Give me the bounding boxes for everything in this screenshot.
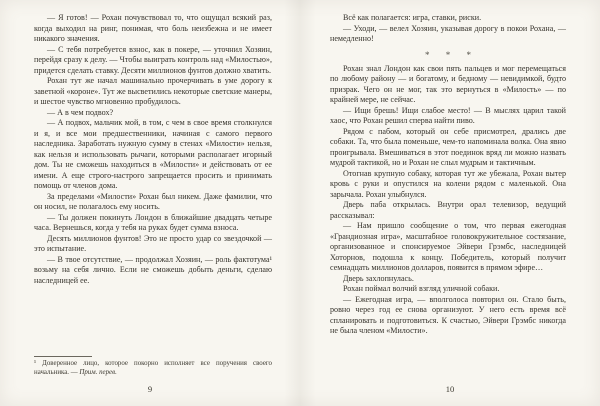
paragraph: — С тебя потребуется взнос, как в покере, — уточнил Хозяин, перейдя сразу к делу. — Чтобы выиграть контроль над «Милостью», придется сделать ставку. Десяти миллионов фунтов должно хватить. [34,44,272,75]
paragraph: — Уходи, — велел Хозяин, указывая дорогу в покои Рохана, — немедленно! [330,23,566,43]
section-break: * * * [425,49,478,60]
footnote [34,356,272,378]
right-page-text [330,13,566,337]
paragraph: Десять миллионов фунтов! Это не просто удар со звездочкой — это испытание. [34,233,272,253]
paragraph: Рохан тут же начал машинально прочерчивать в уме дорогу к заветной «короне». Тут же высветились некоторые светские манеры, и шестое чувство мгновенно пробудилось. [34,76,272,106]
paragraph: За пределами «Милости» Рохан был никем. Даже фамилии, что он носил, не полагалось ему носить. [34,191,272,211]
paragraph: Рохан знал Лондон как свои пять пальцев и мог перемещаться по любому району — и богатому, и бедному — невидимкой, будто призрак. Чего он не мог, так это вернуться в «Милость» — по крайней мере, не сейчас. [330,63,566,104]
paragraph: — В твое отсутствие, — продолжал Хозяин, — роль фактотума¹ возьму на себя лично. Если не сможешь добыть деньги, сделаю наследницей ее. [34,254,272,285]
paragraph: Рядом с пабом, который он себе присмотрел, дрались две собаки. Та, что была поменьше, чем-то напоминала волка. Она явно проигрывала. Вмешиваться в этот поединок вряд ли можно назвать мудрой тактикой, но и Рохан не слыл мудрым и тактичным. [330,126,566,167]
paragraph: Отогнав крупную собаку, которая тут же убежала, Рохан вытер кровь с руки и опустился на колени рядом с маленькой. Она зарычала. Рохан улыбнулся. [330,168,566,199]
paragraph: — А в чем подвох? [47,107,114,117]
paragraph: — А подвох, мальчик мой, в том, с чем в свое время столкнулся и я, и все мои предшественники, начиная с самого первого наследника. Заработать нужную сумму в стенах «Милости» нельзя, как нельзя и использовать рычаги, которыми располагает игорный дом. Ты не сможешь находиться в «Милости» и действовать от ее имени. А еще строго-настрого запрещается просить и принимать помощь от членов дома. [34,118,272,190]
page-number-left: 9 [147,384,153,394]
footnote-divider [34,356,92,357]
paragraph: — Ищи брешь! Ищи слабое место! — В мыслях царил такой хаос, что Рохан решил сперва найти пиво. [330,105,566,125]
paragraph: — Ежегодная игра, — вполголоса повторил он. Стало быть, ровно через год ее снова организуют. У него есть время всё спланировать и подготовиться. К счастью, Эйвери Грэмбс никогда не была членом «Милости». [330,294,566,335]
paragraph: Дверь паба открылась. Внутри орал телевизор, ведущий рассказывал: [330,200,566,220]
paragraph: Всё как полагается: игра, ставки, риски. [343,13,482,22]
left-page-text [34,13,272,286]
paragraph: Дверь захлопнулась. [343,273,414,283]
paragraph: — Нам пришло сообщение о том, что первая ежегодная «Грандиозная игра», масштабное головокружительное состязание, организованное и спонсируемое Эйвери Грэмбс, наследницей Хоторнов, подошла к концу. Победитель, который получит семнадцать миллионов долларов, появится в прямом эфире… [330,221,566,272]
footnote-text [34,360,272,378]
paragraph: — Я готов! — Рохан почувствовал то, что ощущал всякий раз, когда выходил на ринг, понимая, что боль неизбежна и не имеет никакого значения. [34,13,272,43]
footnote-source: Прим. перев. [79,369,117,377]
footnote-body: ¹ Доверенное лицо, которое покорно исполняет все поручения своего начальника. — [34,360,272,377]
paragraph: Рохан поймал волчий взгляд уличной собаки. [343,284,500,293]
page-number-right: 10 [445,384,455,394]
right-page [300,0,600,406]
paragraph: — Ты должен покинуть Лондон в ближайшие двадцать четыре часа. Вернешься, когда у тебя на руках будет сумма взноса. [34,212,272,232]
